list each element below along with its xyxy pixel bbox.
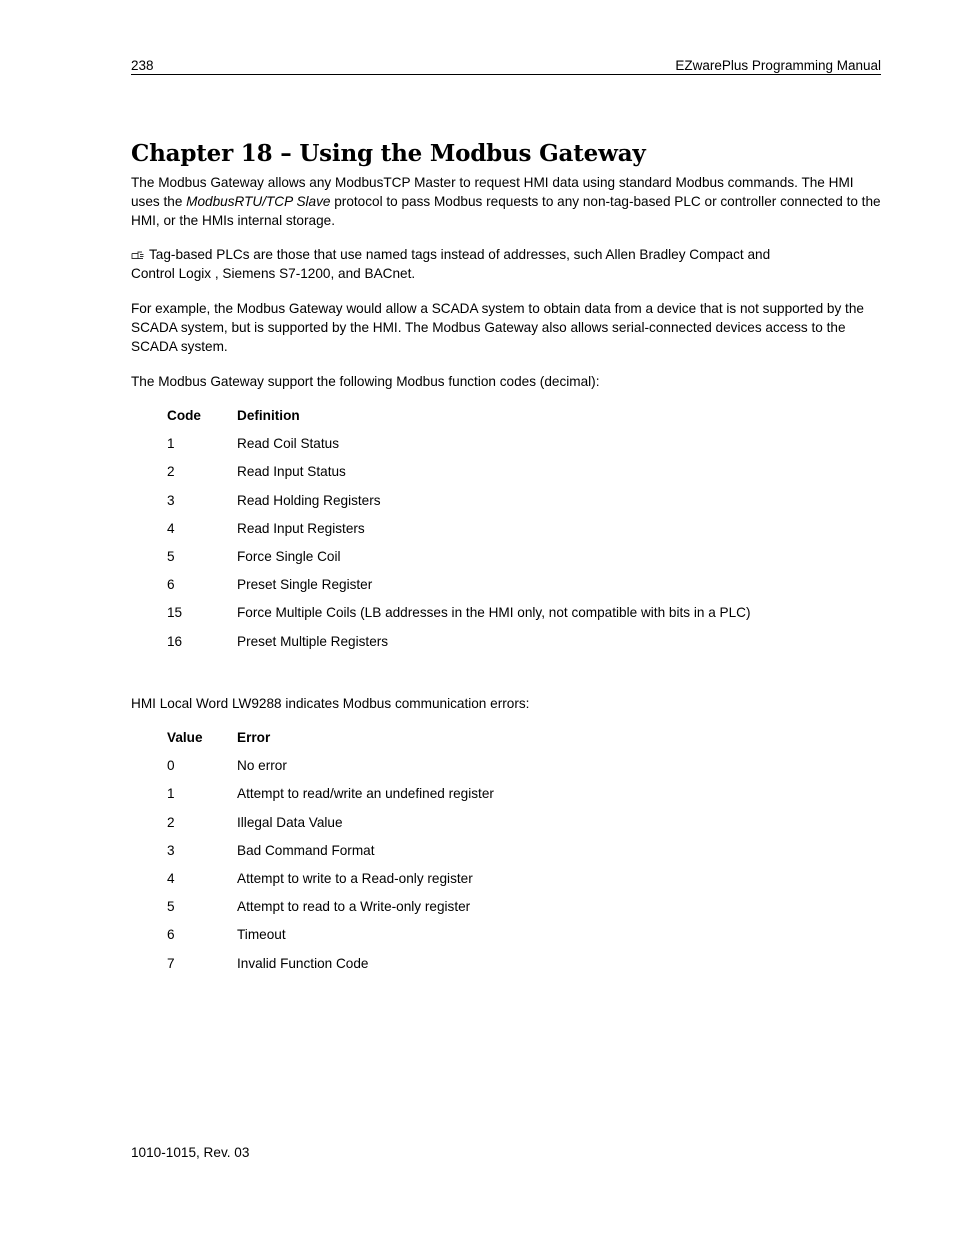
- function-definition: Preset Single Register: [237, 577, 373, 593]
- table-row: [167, 632, 867, 660]
- page-footer: [131, 1144, 249, 1162]
- function-code: 5: [167, 548, 175, 564]
- table-row: [167, 491, 867, 519]
- pointing-hand-icon: [131, 246, 145, 256]
- table-header-row: [167, 728, 867, 756]
- function-code: 6: [167, 577, 175, 593]
- error-description: Illegal Data Value: [237, 814, 343, 830]
- table-row: [167, 813, 867, 841]
- column-header-definition: Definition: [237, 408, 300, 423]
- column-header-value: Value: [167, 730, 203, 745]
- document-number: 1010-1015, Rev. 03: [131, 1145, 250, 1160]
- page-header: [131, 57, 881, 75]
- table-row: [167, 547, 867, 575]
- function-code: 15: [167, 605, 183, 621]
- table-row: [167, 925, 867, 953]
- function-code: 16: [167, 633, 183, 649]
- error-value: 0: [167, 758, 175, 774]
- errors-table: [167, 728, 867, 982]
- function-code: 3: [167, 492, 175, 508]
- intro-paragraph: [131, 173, 883, 231]
- table-row: [167, 756, 867, 784]
- table-row: [167, 897, 867, 925]
- error-description: No error: [237, 758, 287, 774]
- column-header-code: Code: [167, 408, 201, 423]
- table-row: [167, 575, 867, 603]
- manual-title: EZwarePlus Programming Manual: [675, 58, 881, 73]
- error-value: 3: [167, 842, 175, 858]
- function-definition: Force Multiple Coils (LB addresses in the HMI only, not compatible with bits in a PLC): [237, 605, 751, 621]
- intro-protocol-name: ModbusRTU/TCP Slave: [186, 194, 331, 210]
- example-paragraph: For example, the Modbus Gateway would allow a SCADA system to obtain data from a device that is not supported by the SCADA system, but is supported by the HMI. The Modbus Gateway also allows serial-connected devices access to the SCADA system.: [131, 301, 864, 355]
- table-row: [167, 519, 867, 547]
- function-definition: Preset Multiple Registers: [237, 633, 389, 649]
- table-header-row: [167, 406, 867, 434]
- function-codes-table: [167, 406, 867, 660]
- table-row: [167, 603, 867, 631]
- table-row: [167, 841, 867, 869]
- table-row: [167, 869, 867, 897]
- column-header-error: Error: [237, 730, 271, 745]
- error-value: 6: [167, 927, 175, 943]
- function-code: 4: [167, 520, 175, 536]
- intro-text-1: The Modbus Gateway allows any ModbusTCP Master to request HMI data using standard Modbus commands. The HMI uses the: [131, 175, 854, 210]
- error-value: 5: [167, 899, 175, 915]
- note-paragraph: [131, 245, 883, 283]
- error-value: 2: [167, 814, 175, 830]
- note-line-1: Tag-based PLCs are those that use named tags instead of addresses, such Allen Bradley Compact and: [149, 247, 771, 262]
- error-description: Invalid Function Code: [237, 955, 369, 971]
- function-codes-intro: The Modbus Gateway support the following Modbus function codes (decimal):: [131, 374, 600, 389]
- error-value: 4: [167, 870, 175, 886]
- intro-text-2: protocol to pass Modbus requests to any non-tag-based PLC or controller connected to the HMI, or the HMIs internal storage.: [131, 194, 881, 229]
- table-row: [167, 954, 867, 982]
- note-line-2: Control Logix , Siemens S7-1200, and BACnet.: [131, 266, 416, 282]
- function-definition: Read Holding Registers: [237, 492, 381, 508]
- error-description: Timeout: [237, 927, 286, 943]
- function-code: 2: [167, 464, 175, 480]
- error-value: 1: [167, 786, 175, 802]
- page-number: 238: [131, 58, 154, 73]
- error-value: 7: [167, 955, 175, 971]
- error-description: Attempt to write to a Read-only register: [237, 870, 473, 886]
- function-definition: Force Single Coil: [237, 548, 341, 564]
- function-definition: Read Coil Status: [237, 436, 340, 452]
- table-row: [167, 434, 867, 462]
- function-definition: Read Input Status: [237, 464, 346, 480]
- error-description: Attempt to read to a Write-only register: [237, 899, 471, 915]
- chapter-title: Chapter 18 – Using the Modbus Gateway: [131, 140, 646, 167]
- table-row: [167, 784, 867, 812]
- error-description: Bad Command Format: [237, 842, 375, 858]
- function-definition: Read Input Registers: [237, 520, 365, 536]
- function-code: 1: [167, 436, 175, 452]
- error-description: Attempt to read/write an undefined register: [237, 786, 494, 802]
- errors-intro: HMI Local Word LW9288 indicates Modbus communication errors:: [131, 696, 530, 711]
- table-row: [167, 462, 867, 490]
